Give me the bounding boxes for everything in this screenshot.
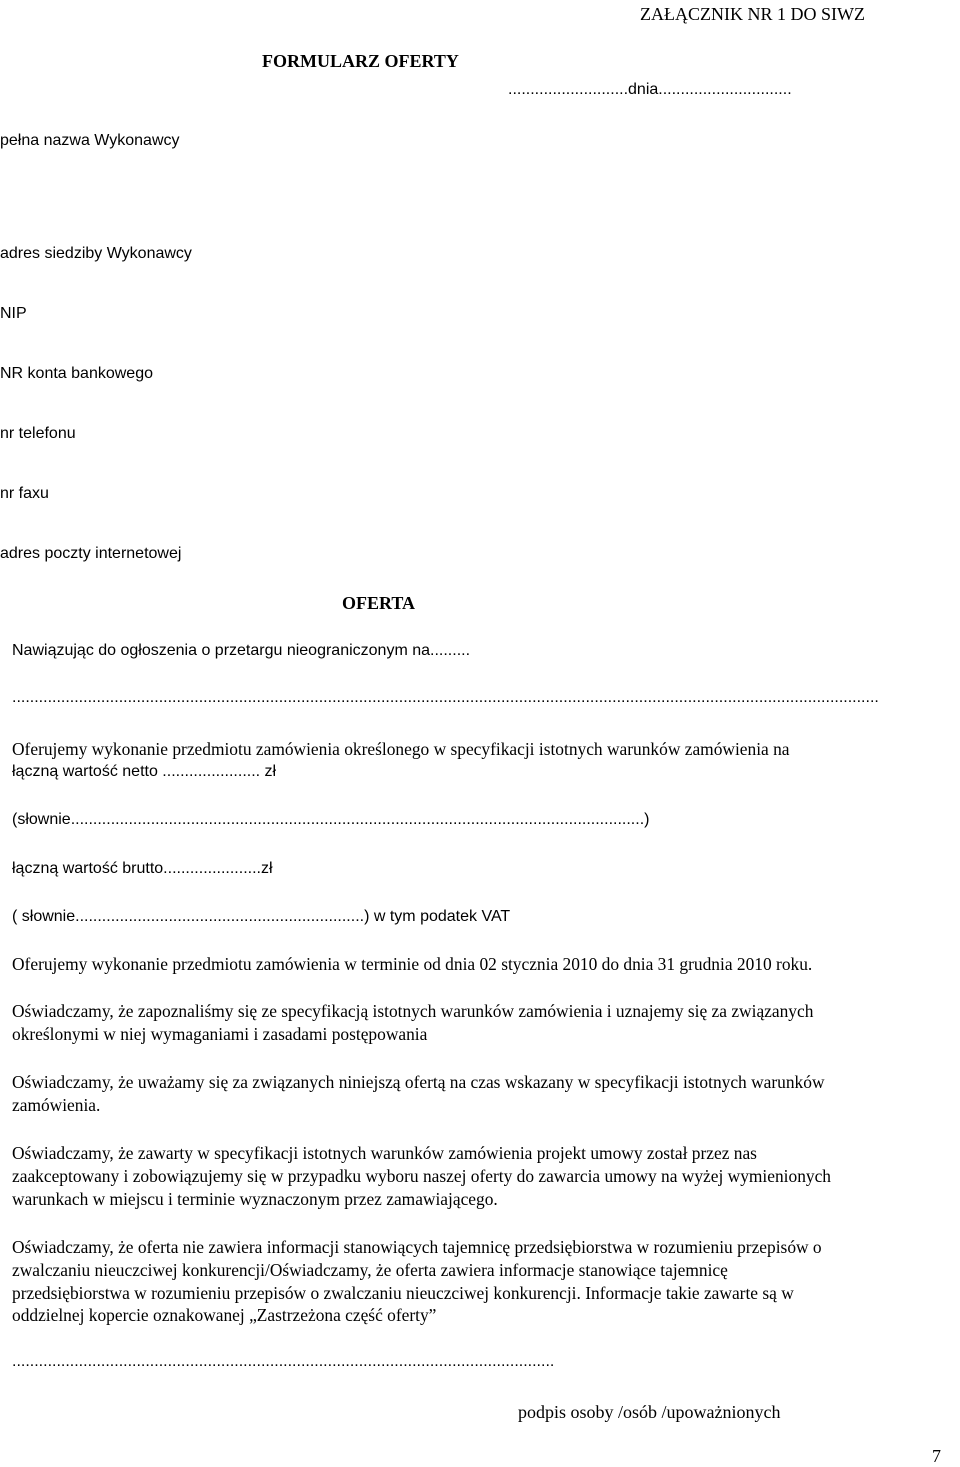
field-address: adres siedziby Wykonawcy xyxy=(0,245,192,262)
declaration-4-line3: przedsiębiorstwa w rozumieniu przepisów o zwalczaniu nieuczciwej konkurencji. Informacje takie zawarte są w xyxy=(12,1282,794,1303)
net-value-line1: Oferujemy wykonanie przedmiotu zamówienia określonego w specyfikacji istotnych warunków zamówienia na xyxy=(12,739,790,759)
declaration-4-line1: Oświadczamy, że oferta nie zawiera informacji stanowiących tajemnicę przedsiębiorstwa w rozumieniu przepisów o xyxy=(12,1237,822,1257)
declaration-4-line2: zwalczaniu nieuczciwej konkurencji/Oświadczamy, że oferta zawiera informacje stanowiące tajemnicę xyxy=(12,1259,728,1280)
date-line: ...........................dnia.............................. xyxy=(508,81,792,98)
page-number: 7 xyxy=(932,1446,941,1466)
declaration-2-line1: Oświadczamy, że uważamy się za związanych niniejszą ofertą na czas wskazany w specyfikacji istotnych warunków xyxy=(12,1072,825,1092)
offer-title: OFERTA xyxy=(342,593,416,613)
field-bank-account: NR konta bankowego xyxy=(0,365,153,382)
net-value-line2: łączną wartość netto ...................... zł xyxy=(12,763,277,780)
signature-dots: .......................................................................................................................... xyxy=(12,1353,555,1370)
field-email: adres poczty internetowej xyxy=(0,545,182,562)
form-title: FORMULARZ OFERTY xyxy=(262,51,459,71)
net-value-in-words: (słownie.................................................................................................................................) xyxy=(12,811,650,828)
declaration-4-line4: oddzielnej kopercie oznakowanej „Zastrzeżona część oferty” xyxy=(12,1305,437,1326)
declaration-3-line2: zaakceptowany i zobowiązujemy się w przypadku wyboru naszej oferty do zawarcia umowy na wyżej wymienionych xyxy=(12,1165,831,1186)
declaration-3-line1: Oświadczamy, że zawarty w specyfikacji istotnych warunków zamówienia projekt umowy został przez nas xyxy=(12,1143,757,1163)
gross-value-line: łączną wartość brutto......................zł xyxy=(12,860,273,877)
offer-intro-continuation: ................................................................................................................................................................................................... xyxy=(12,689,879,706)
declaration-2-line2: zamówienia. xyxy=(12,1094,101,1115)
declaration-3-line3: warunkach w miejscu i terminie wyznaczonym przez zamawiającego. xyxy=(12,1188,498,1209)
declaration-3 xyxy=(12,1142,952,1210)
declaration-2 xyxy=(12,1071,952,1117)
declaration-1 xyxy=(12,1000,952,1046)
gross-value-in-words: ( słownie.................................................................) w tym podatek VAT xyxy=(12,908,511,925)
field-nip: NIP xyxy=(0,305,27,322)
declaration-4 xyxy=(12,1236,952,1327)
annex-label: ZAŁĄCZNIK NR 1 DO SIWZ xyxy=(640,4,865,24)
signature-label: podpis osoby /osób /upoważnionych xyxy=(518,1402,781,1422)
field-phone: nr telefonu xyxy=(0,425,76,442)
term-line: Oferujemy wykonanie przedmiotu zamówienia w terminie od dnia 02 stycznia 2010 do dnia 31 grudnia 2010 roku. xyxy=(12,954,813,974)
field-fax: nr faxu xyxy=(0,485,49,502)
offer-intro: Nawiązując do ogłoszenia o przetargu nieograniczonym na......... xyxy=(12,642,471,659)
field-full-name: pełna nazwa Wykonawcy xyxy=(0,132,180,149)
declaration-1-line1: Oświadczamy, że zapoznaliśmy się ze specyfikacją istotnych warunków zamówienia i uznajemy się za związanych xyxy=(12,1001,814,1021)
declaration-1-line2: określonymi w niej wymaganiami i zasadami postępowania xyxy=(12,1023,428,1044)
